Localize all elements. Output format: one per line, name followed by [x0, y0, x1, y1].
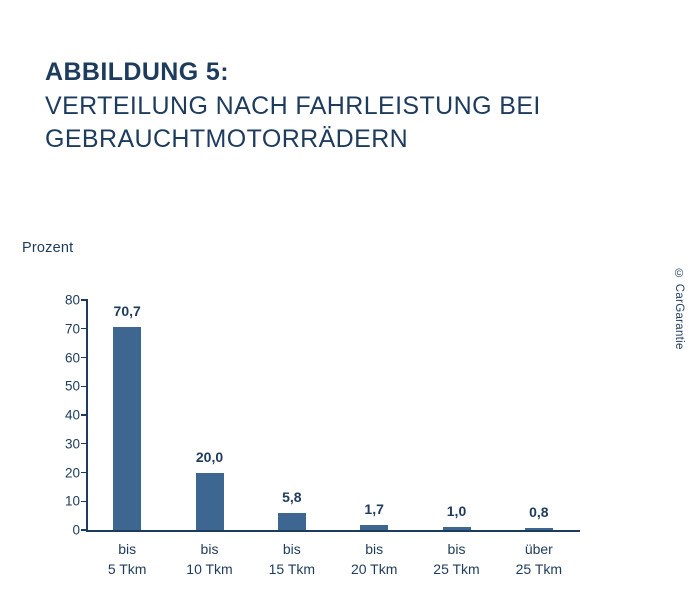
y-tick-label: 10: [64, 493, 80, 509]
y-tick-label: 50: [64, 378, 80, 394]
bar: [113, 327, 141, 530]
bar-value-label: 1,0: [446, 503, 467, 520]
bar-value-label: 0,8: [529, 503, 549, 520]
y-tick-label: 80: [64, 292, 80, 308]
y-tick-mark: [81, 529, 86, 530]
y-tick-mark: [81, 328, 86, 329]
title-line-2: VERTEILUNG NACH FAHRLEISTUNG BEI: [45, 92, 541, 120]
bar-value-label: 1,7: [364, 501, 384, 518]
x-axis-line: [86, 530, 580, 532]
y-tick-label: 60: [64, 350, 80, 365]
bar: [196, 473, 224, 531]
x-tick-label: über 25 Tkm: [515, 541, 563, 577]
y-axis-ticks: [52, 0, 80, 600]
bar-value-label: 5,8: [282, 489, 302, 506]
bar: [360, 525, 388, 530]
bar: [525, 528, 553, 530]
y-tick-mark: [81, 357, 86, 358]
copyright-notice: © CarGarantie: [673, 268, 685, 350]
bar-value-label: 20,0: [195, 448, 224, 465]
y-tick-label: 0: [72, 522, 80, 538]
y-tick-label: 20: [64, 465, 80, 480]
y-tick-mark: [81, 472, 86, 473]
bar: [443, 527, 471, 530]
x-tick-label: bis 25 Tkm: [433, 541, 480, 577]
bar-value-label: 70,7: [113, 302, 141, 319]
y-tick-label: 30: [64, 436, 80, 452]
y-tick-mark: [81, 414, 86, 415]
x-tick-label: bis 15 Tkm: [268, 541, 316, 577]
y-tick-label: 70: [64, 321, 80, 337]
x-tick-label: bis 10 Tkm: [186, 541, 233, 577]
title-line-1: ABBILDUNG 5:: [45, 58, 229, 86]
x-tick-label: bis 5 Tkm: [107, 541, 147, 577]
bar: [278, 513, 306, 530]
y-tick-mark: [81, 386, 86, 387]
x-tick-label: bis 20 Tkm: [350, 541, 398, 577]
y-tick-label: 40: [64, 407, 80, 423]
y-axis-label: Prozent: [22, 240, 74, 256]
title-line-3: GEBRAUCHTMOTORRÄDERN: [45, 124, 409, 153]
y-tick-mark: [81, 299, 86, 300]
y-tick-mark: [81, 501, 86, 502]
plot-area: [86, 300, 580, 530]
y-tick-mark: [81, 443, 86, 444]
